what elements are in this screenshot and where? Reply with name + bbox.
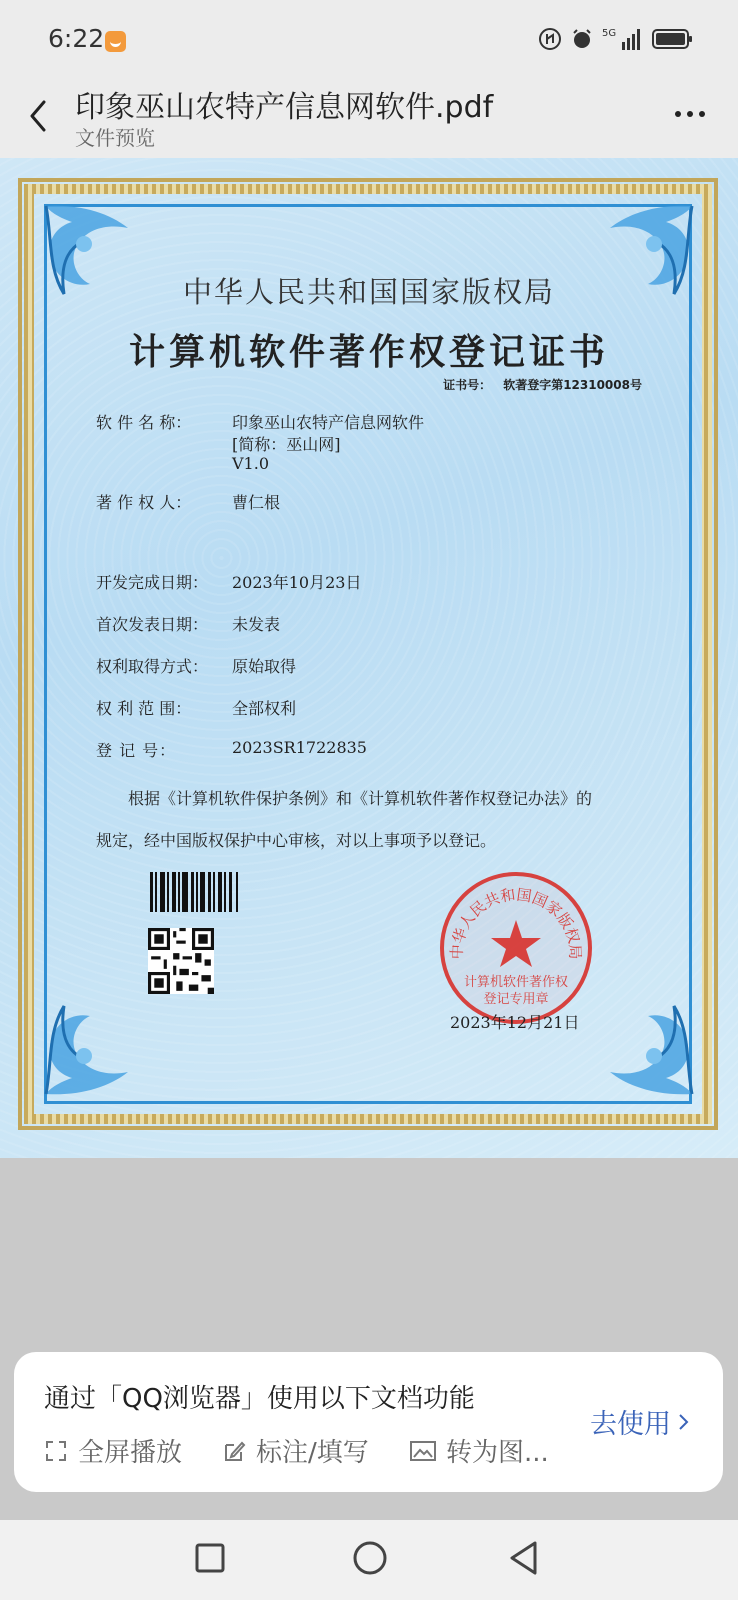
app-notification-icon [105,31,126,52]
dev-date-label: 开发完成日期： [96,573,209,592]
publish-date-value: 未发表 [232,615,281,634]
certificate-number-value: 软著登字第12310008号 [503,378,642,392]
certificate-number [443,376,642,393]
status-time: 6:22 [48,24,105,53]
edit-icon [222,1439,246,1463]
recent-apps-icon[interactable] [194,1542,226,1574]
do-not-disturb-icon [538,27,562,51]
corner-ornament-icon [590,992,700,1102]
feature-convert-label: 转为图... [446,1438,549,1468]
software-version: V1.0 [232,454,269,473]
network-type-label: 5G [602,28,617,39]
system-icons [538,26,694,52]
feature-convert-image[interactable] [410,1432,549,1469]
qr-code[interactable] [148,928,214,994]
software-name-label: 软 件 名 称： [96,413,192,432]
registration-no-label: 登 记 号： [96,741,177,760]
seal-text-line-2: 登记专用章 [483,992,549,1007]
acquire-method-value: 原始取得 [232,657,297,676]
banner-text: 通过「QQ浏览器」使用以下文档功能 [44,1384,475,1414]
statement-line-2: 规定，经中国版权保护中心审核，对以上事项予以登记。 [96,831,497,850]
official-seal [436,868,596,1028]
chevron-right-icon [677,1411,691,1433]
issue-date: 2023年12月21日 [450,1013,580,1032]
file-preview-header [0,80,738,158]
battery-icon [652,27,694,51]
owner-value: 曹仁根 [232,493,281,512]
owner-label: 著 作 权 人： [96,493,192,512]
software-name-value: 印象巫山农特产信息网软件 [232,413,425,432]
feature-annotate-label: 标注/填写 [256,1438,369,1468]
rights-scope-value: 全部权利 [232,699,297,718]
seal-text-line-1: 计算机软件著作权 [463,975,569,990]
alarm-icon [570,27,594,51]
go-use-button[interactable] [590,1402,691,1441]
publish-date-label: 首次发表日期： [96,615,209,634]
back-arrow-icon[interactable] [24,96,52,136]
system-navigation-bar [0,1520,738,1600]
file-title: 印象巫山农特产信息网软件.pdf [75,90,494,125]
qq-browser-banner[interactable] [14,1352,723,1492]
go-use-label: 去使用 [590,1409,671,1440]
more-options-icon[interactable] [670,102,710,126]
file-subtitle: 文件预览 [75,126,155,150]
corner-ornament-icon [38,992,148,1102]
certificate-title: 计算机软件著作权登记证书 [128,331,609,373]
status-bar [0,0,738,80]
back-icon[interactable] [508,1540,540,1576]
feature-fullscreen[interactable] [44,1432,182,1469]
certificate-page [0,158,738,1158]
certificate-issuer: 中华人民共和国国家版权局 [182,275,555,309]
dev-date-value: 2023年10月23日 [232,573,362,592]
feature-fullscreen-label: 全屏播放 [78,1438,183,1468]
barcode [150,872,254,912]
software-short-name: [简称：巫山网] [232,435,341,454]
document-viewer[interactable] [0,158,738,1158]
image-icon [410,1440,436,1462]
signal-icon [602,26,644,52]
fullscreen-icon [44,1439,68,1463]
acquire-method-label: 权利取得方式： [96,657,209,676]
rights-scope-label: 权 利 范 围： [96,699,192,718]
certificate-number-label: 证书号： [443,378,492,392]
registration-no-value: 2023SR1722835 [232,738,367,757]
statement-line-1: 根据《计算机软件保护条例》和《计算机软件著作权登记办法》的 [128,789,593,808]
home-icon[interactable] [352,1540,388,1576]
seal-arc-text: 中华人民共和国国家版权局 [447,885,585,960]
feature-annotate[interactable] [222,1432,369,1469]
